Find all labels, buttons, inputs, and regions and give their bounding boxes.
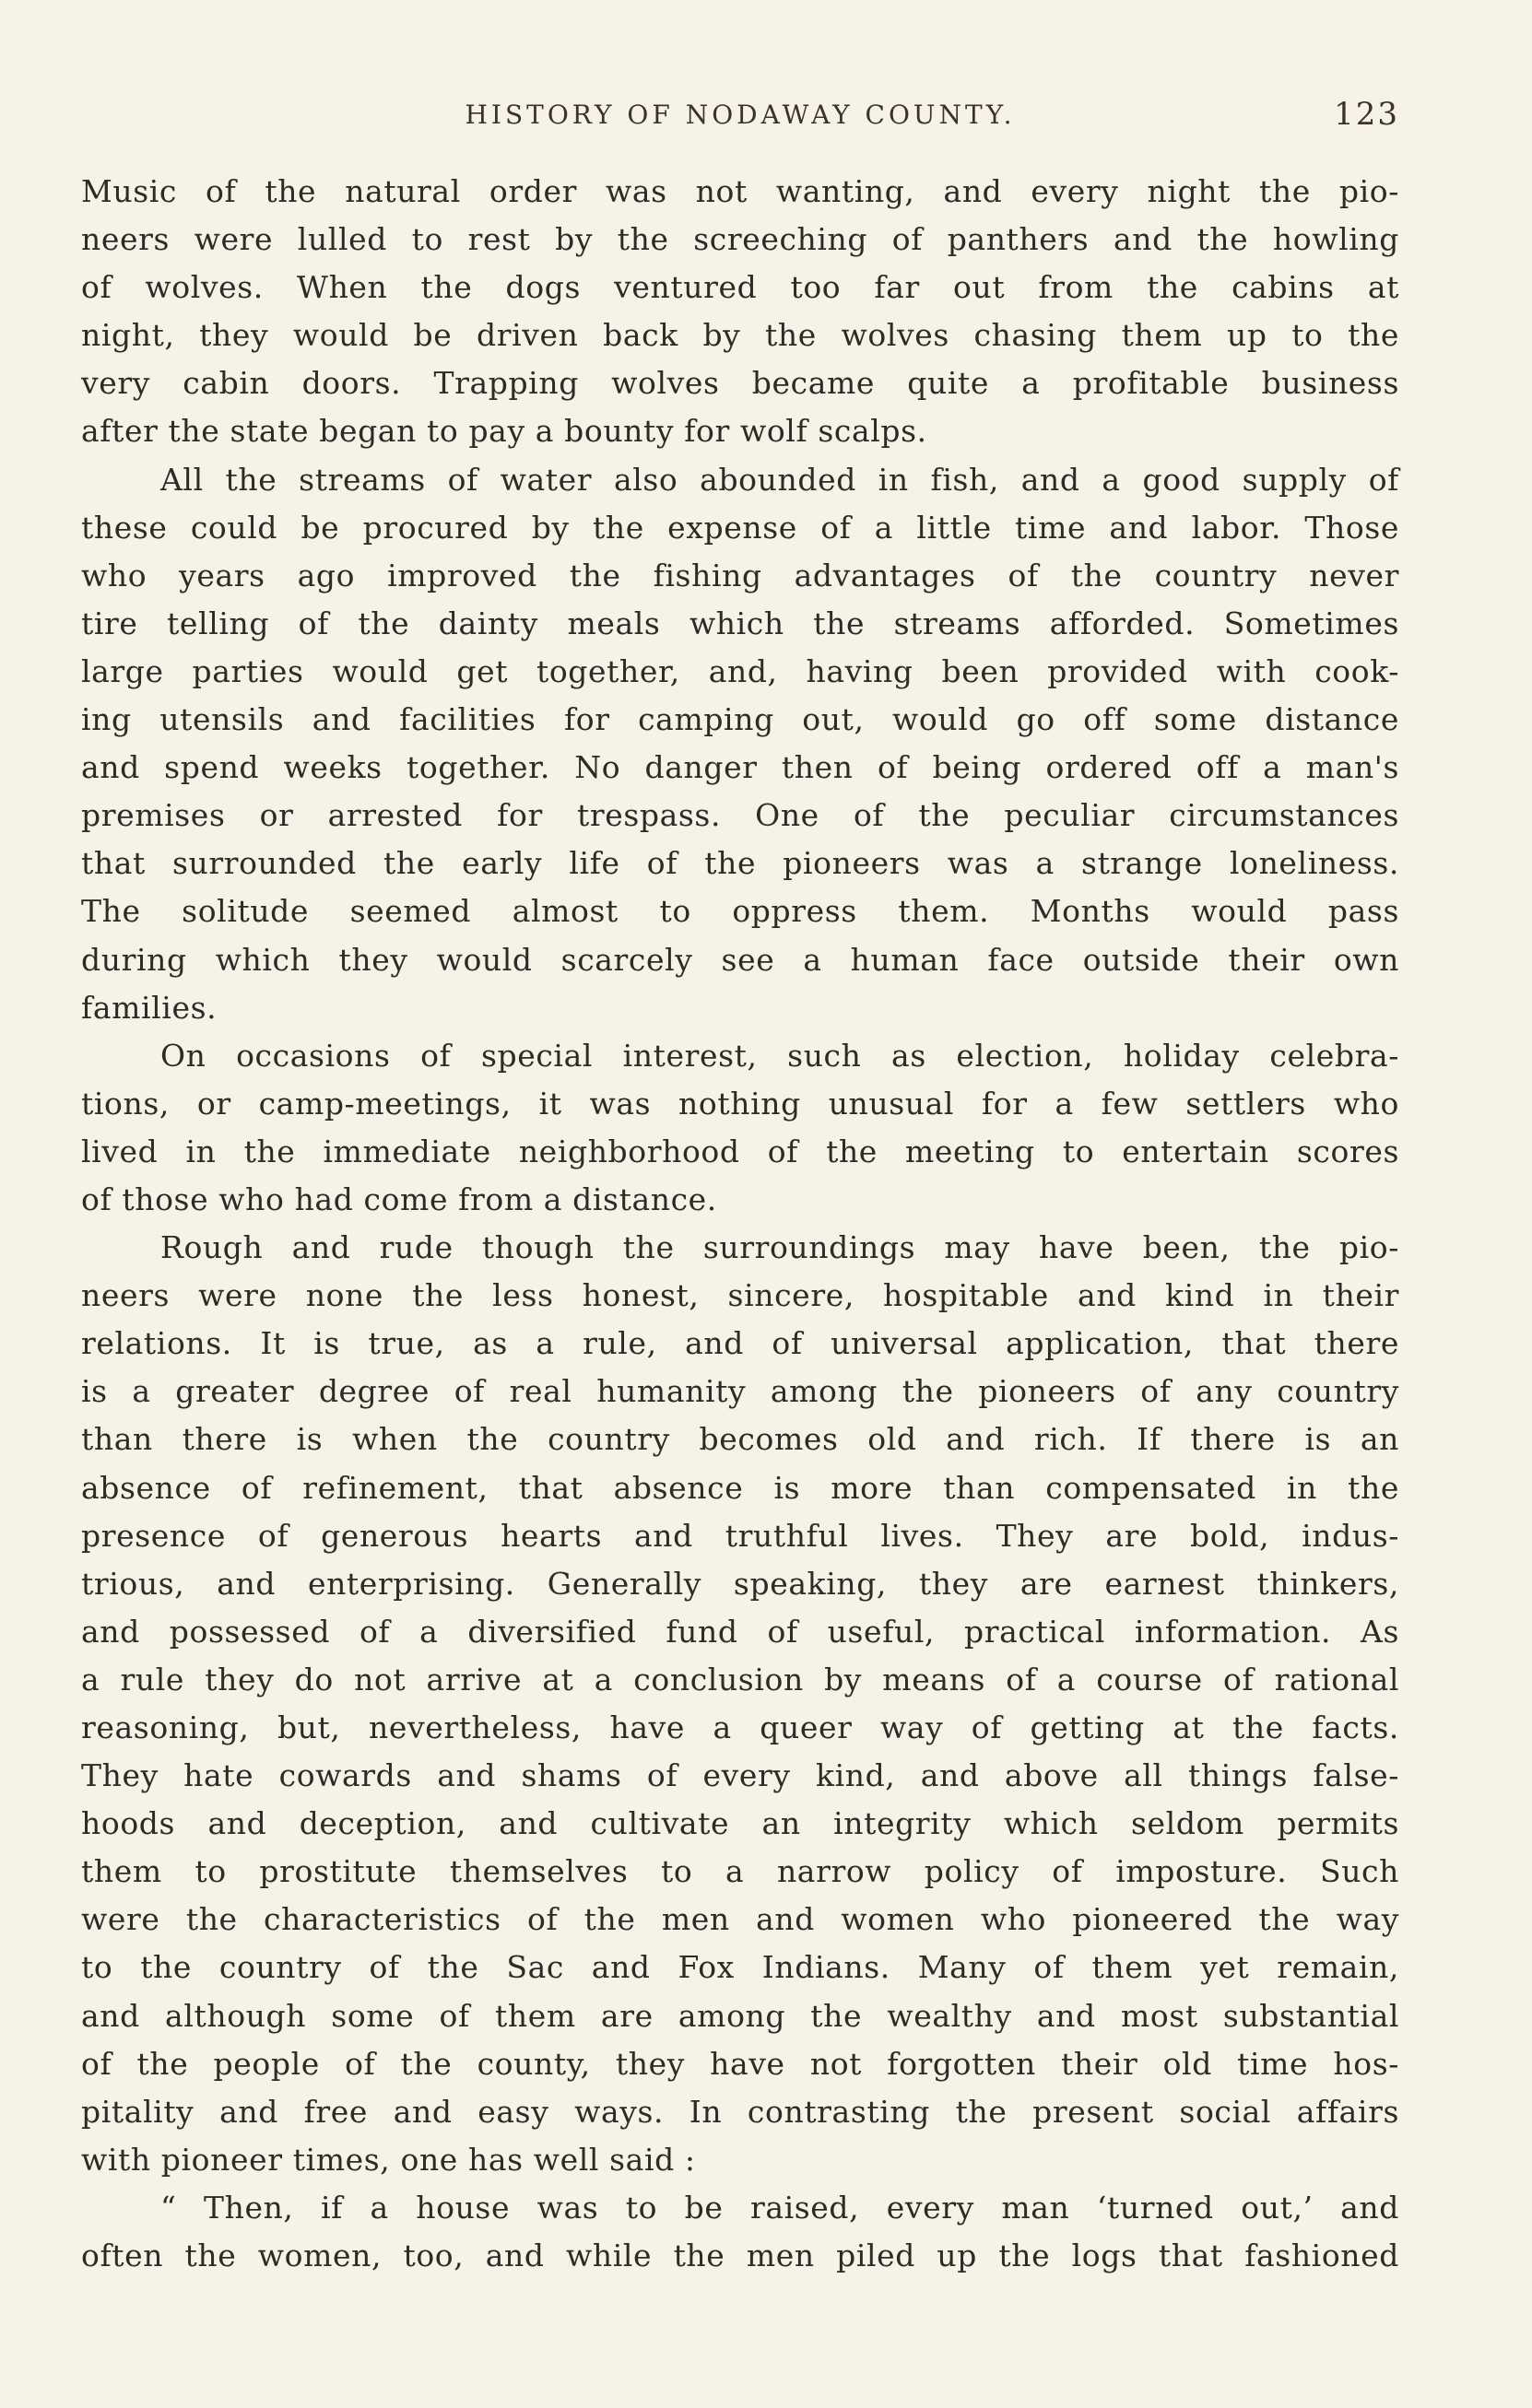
text-line: during which they would scarcely see a human face outside their own: [81, 941, 1399, 978]
text-line: lived in the immediate neighborhood of the meeting to entertain scores: [81, 1133, 1399, 1169]
text-line: tions, or camp-meetings, it was nothing unusual for a few settlers who: [81, 1085, 1399, 1122]
text-line: of wolves. When the dogs ventured too far out from the cabins at: [81, 269, 1399, 306]
text-line: relations. It is true, as a rule, and of universal application, that there: [81, 1325, 1399, 1362]
text-line: The solitude seemed almost to oppress them. Months would pass: [81, 893, 1399, 930]
text-line: ing utensils and facilities for camping out, would go off some distance: [81, 701, 1399, 738]
text-line: reasoning, but, nevertheless, have a queer way of getting at the facts.: [81, 1709, 1399, 1745]
text-line: large parties would get together, and, having been provided with cook-: [81, 652, 1399, 689]
text-line: that surrounded the early life of the pioneers was a strange loneliness.: [81, 845, 1399, 882]
text-line: very cabin doors. Trapping wolves became quite a profitable business: [81, 365, 1399, 402]
text-line: and spend weeks together. No danger then of being ordered off a man's: [81, 749, 1399, 786]
text-line: who years ago improved the fishing advantages of the country never: [81, 557, 1399, 593]
text-line: often the women, too, and while the men piled up the logs that fashioned: [81, 2238, 1399, 2274]
text-line: families.: [81, 989, 218, 1026]
text-line: “ Then, if a house was to be raised, every man ‘turned out,’ and: [160, 2189, 1399, 2226]
text-line: these could be procured by the expense of a little time and labor. Those: [81, 509, 1399, 546]
running-title: HISTORY OF NODAWAY COUNTY.: [465, 100, 1016, 130]
text-line: them to prostitute themselves to a narrow policy of imposture. Such: [81, 1853, 1399, 1890]
text-line: night, they would be driven back by the wolves chasing them up to the: [81, 317, 1399, 354]
text-line: were the characteristics of the men and women who pioneered the way: [81, 1901, 1399, 1938]
text-line: of the people of the county, they have not forgotten their old time hos-: [81, 2045, 1399, 2082]
text-line: is a greater degree of real humanity among the pioneers of any country: [81, 1373, 1399, 1410]
text-line: neers were lulled to rest by the screeching of panthers and the howling: [81, 221, 1399, 258]
text-line: than there is when the country becomes old and rich. If there is an: [81, 1421, 1399, 1458]
text-line: On occasions of special interest, such as election, holiday celebra-: [160, 1037, 1399, 1074]
text-line: trious, and enterprising. Generally speaking, they are earnest thinkers,: [81, 1565, 1399, 1602]
text-line: absence of refinement, that absence is more than compensated in the: [81, 1469, 1399, 1506]
text-line: Music of the natural order was not wanting, and every night the pio-: [81, 173, 1399, 209]
text-line: tire telling of the dainty meals which the streams afforded. Sometimes: [81, 605, 1399, 641]
text-line: pitality and free and easy ways. In contrasting the present social affairs: [81, 2093, 1399, 2130]
text-line: premises or arrested for trespass. One of the peculiar circumstances: [81, 797, 1399, 834]
body-text: [81, 168, 1399, 2280]
text-line: Rough and rude though the surroundings may have been, the pio-: [160, 1229, 1399, 1266]
text-line: hoods and deception, and cultivate an integrity which seldom permits: [81, 1805, 1399, 1842]
text-line: neers were none the less honest, sincere, hospitable and kind in their: [81, 1277, 1399, 1314]
text-line: with pioneer times, one has well said :: [81, 2141, 696, 2178]
text-line: All the streams of water also abounded in fish, and a good supply of: [160, 461, 1399, 498]
text-line: and although some of them are among the wealthy and most substantial: [81, 1997, 1399, 2034]
text-line: to the country of the Sac and Fox Indians. Many of them yet remain,: [81, 1949, 1399, 1986]
text-line: They hate cowards and shams of every kind, and above all things false-: [81, 1757, 1399, 1794]
text-line: after the state began to pay a bounty for wolf scalps.: [81, 413, 927, 450]
text-line: presence of generous hearts and truthful lives. They are bold, indus-: [81, 1517, 1399, 1554]
text-line: a rule they do not arrive at a conclusion by means of a course of rational: [81, 1661, 1399, 1697]
text-line: of those who had come from a distance.: [81, 1181, 717, 1217]
page-number: 123: [1334, 96, 1399, 133]
text-line: and possessed of a diversified fund of useful, practical information. As: [81, 1613, 1399, 1650]
running-head: [81, 92, 1399, 138]
